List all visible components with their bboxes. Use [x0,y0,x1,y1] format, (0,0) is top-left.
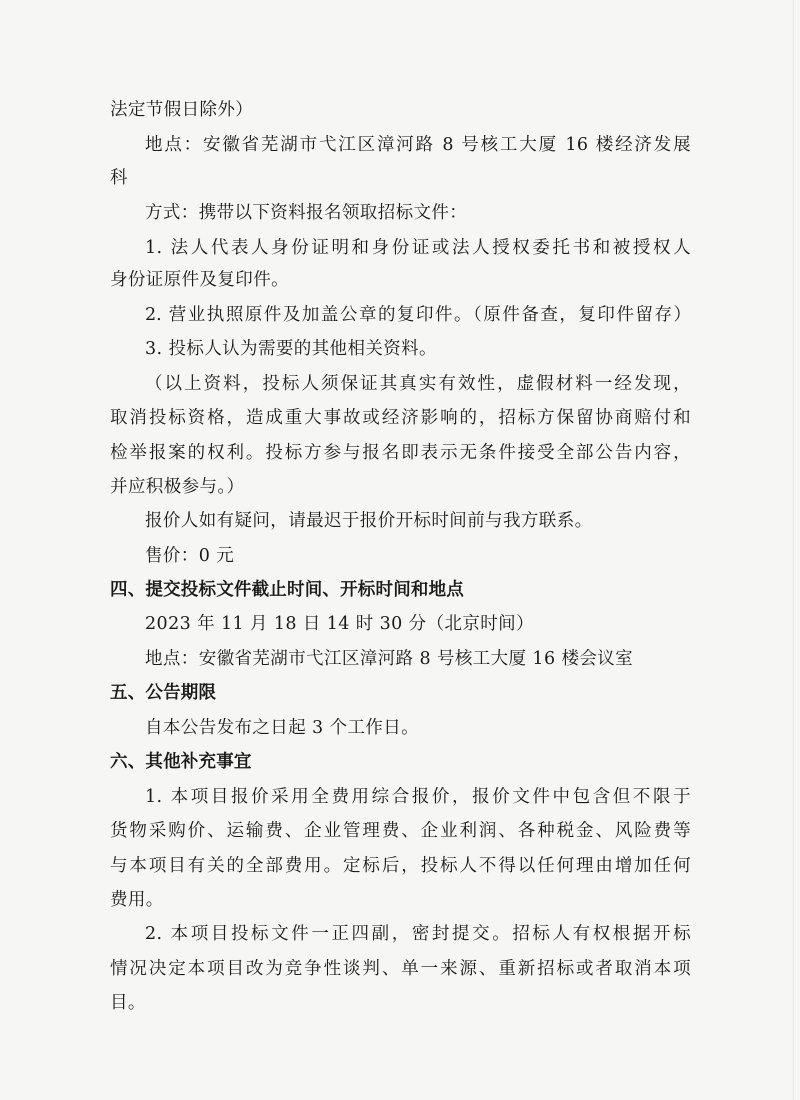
paragraph-line: 取消投标资格，造成重大事故或经济影响的，招标方保留协商赔付和 [110,408,691,428]
paragraph-line: 2. 营业执照原件及加盖公章的复印件。（原件备查，复印件留存） [145,305,691,325]
paragraph-line: 3. 投标人认为需要的其他相关资料。 [145,339,437,359]
paragraph-line: 方式：携带以下资料报名领取招标文件： [145,203,468,223]
paragraph-line: 法定节假日除外） [110,100,254,120]
paragraph-line: 检举报案的权利。投标方参与报名即表示无条件接受全部公告内容， [110,443,691,463]
paragraph-line: 地点：安徽省芜湖市弋江区漳河路 8 号核工大厦 16 楼会议室 [145,649,634,669]
section-heading: 五、公告期限 [110,683,217,703]
paragraph-line: 目。 [110,993,146,1013]
scan-edge-shadow [792,0,794,1100]
section-heading: 四、提交投标文件截止时间、开标时间和地点 [110,580,464,600]
paragraph-line: 2. 本项目投标文件一正四副，密封提交。招标人有权根据开标 [145,924,691,944]
paragraph-line: （以上资料，投标人须保证其真实有效性，虚假材料一经发现， [145,374,691,394]
section-heading: 六、其他补充事宜 [110,752,252,772]
paragraph-line: 2023 年 11 月 18 日 14 时 30 分（北京时间） [145,614,534,634]
paragraph-line: 科 [110,168,128,188]
paragraph-line: 自本公告发布之日起 3 个工作日。 [145,718,420,738]
paragraph-line: 费用。 [110,890,164,910]
paragraph-line: 身份证原件及复印件。 [110,270,289,290]
paragraph-line: 1. 法人代表人身份证明和身份证或法人授权委托书和被授权人 [145,238,691,258]
paragraph-line: 货物采购价、运输费、企业管理费、企业利润、各种税金、风险费等 [110,821,691,841]
paragraph-line: 情况决定本项目改为竞争性谈判、单一来源、重新招标或者取消本项 [110,959,691,979]
paragraph-line: 地点：安徽省芜湖市弋江区漳河路 8 号核工大厦 16 楼经济发展 [145,135,691,155]
paragraph-line: 与本项目有关的全部费用。定标后，投标人不得以任何理由增加任何 [110,856,691,876]
paragraph-line: 并应积极参与。） [110,477,245,497]
paragraph-line: 报价人如有疑问，请最迟于报价开标时间前与我方联系。 [145,511,593,531]
paragraph-line: 售价：0 元 [145,546,235,566]
paragraph-line: 1. 本项目报价采用全费用综合报价，报价文件中包含但不限于 [145,787,691,807]
